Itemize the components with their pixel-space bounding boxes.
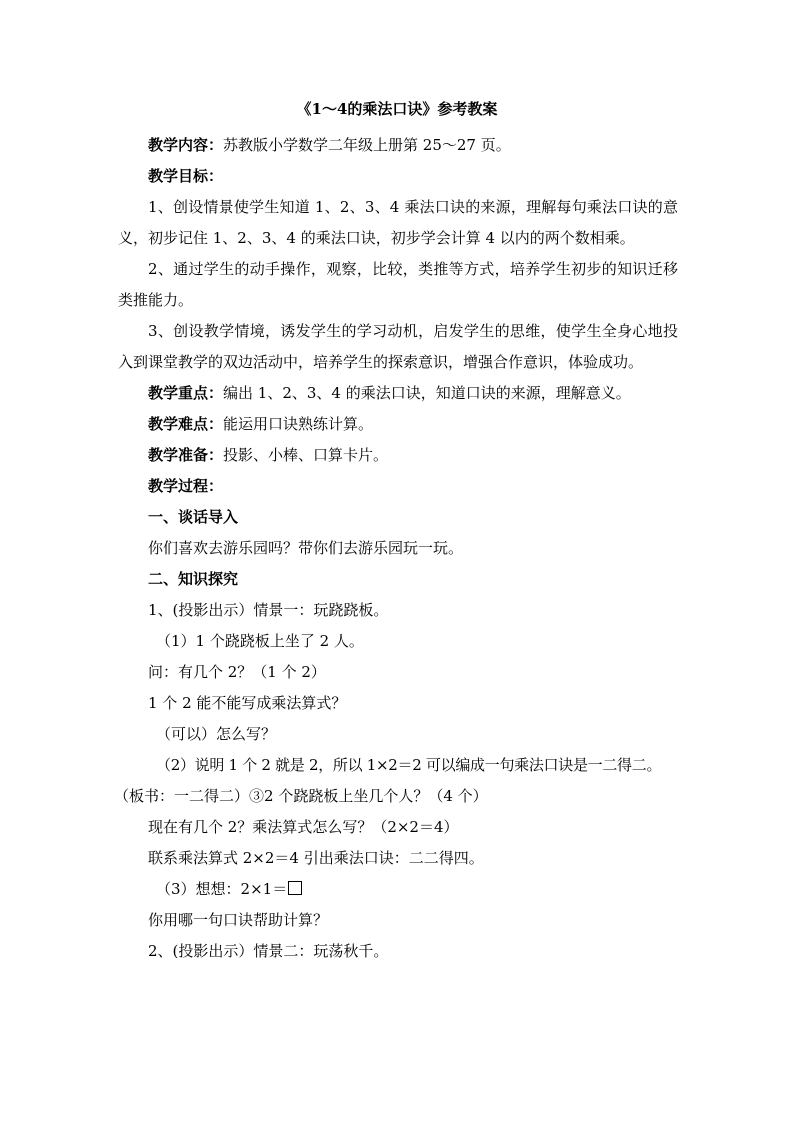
- teaching-goals-label: 教学目标：: [148, 167, 224, 185]
- section1-text: 你们喜欢去游乐园吗？带你们去游乐园玩一玩。: [148, 539, 464, 557]
- section2-line-5: （可以）怎么写？: [156, 725, 277, 743]
- goal-item-1: 1、创设情景使学生知道 1、2、3、4 乘法口诀的来源，理解每句乘法口诀的意义，初步记住 1、2、3、4 的乘法口诀，初步学会计算 4 以内的两个数相乘。: [118, 198, 678, 247]
- preparation-text: 投影、小棒、口算卡片。: [223, 446, 389, 464]
- difficulty-label: 教学难点：: [148, 415, 224, 433]
- teaching-content-text: 苏教版小学数学二年级上册第 25～27 页。: [223, 136, 511, 154]
- section2-line-4: 1 个 2 能不能写成乘法算式？: [148, 694, 347, 712]
- section2-line-7: （板书：一二得二）③2 个跷跷板上坐几个人？（4 个）: [114, 787, 488, 805]
- preparation: [118, 440, 678, 471]
- section2-heading: 二、知识探究: [148, 570, 239, 588]
- section2-line-12: 2、(投影出示）情景二：玩荡秋千。: [148, 942, 389, 960]
- section2-line-2: （1）1 个跷跷板上坐了 2 人。: [156, 632, 364, 650]
- section2-line-3: 问：有几个 2？（1 个 2）: [148, 663, 326, 681]
- blank-box: [288, 881, 302, 895]
- key-points-label: 教学重点：: [148, 384, 224, 402]
- goal-item-2: 2、通过学生的动手操作，观察，比较，类推等方式，培养学生初步的知识迁移类推能力。: [118, 260, 678, 309]
- document-body: [114, 130, 678, 967]
- section2-line-9: 联系乘法算式 2×2＝4 引出乘法口诀：二二得四。: [148, 849, 484, 867]
- section2-line-6: （2）说明 1 个 2 就是 2，所以 1×2＝2 可以编成一句乘法口诀是一二得二。: [156, 756, 662, 774]
- section2-line-11: 你用哪一句口诀帮助计算？: [148, 911, 329, 929]
- difficulty-text: 能运用口诀熟练计算。: [223, 415, 374, 433]
- process-label: 教学过程：: [148, 477, 224, 495]
- teaching-content: [118, 130, 678, 161]
- think-equation: （3）想想：2×1＝: [156, 880, 288, 898]
- section2-line-1: 1、(投影出示）情景一：玩跷跷板。: [148, 601, 389, 619]
- goal-item-3: 3、创设教学情境，诱发学生的学习动机，启发学生的思维，使学生全身心地投入到课堂教学的双边活动中，培养学生的探索意识，增强合作意识，体验成功。: [118, 322, 678, 371]
- document-title: 《1～4的乘法口诀》参考教案: [296, 100, 498, 118]
- preparation-label: 教学准备：: [148, 446, 224, 464]
- key-points-text: 编出 1、2、3、4 的乘法口诀，知道口诀的来源，理解意义。: [223, 384, 631, 402]
- section2-line-8: 现在有几个 2？乘法算式怎么写？（2×2＝4）: [148, 818, 459, 836]
- key-points: [118, 378, 678, 409]
- teaching-content-label: 教学内容：: [148, 136, 224, 154]
- section2-line-10: [118, 874, 678, 905]
- difficulty: [118, 409, 678, 440]
- section1-heading: 一、谈话导入: [148, 508, 239, 526]
